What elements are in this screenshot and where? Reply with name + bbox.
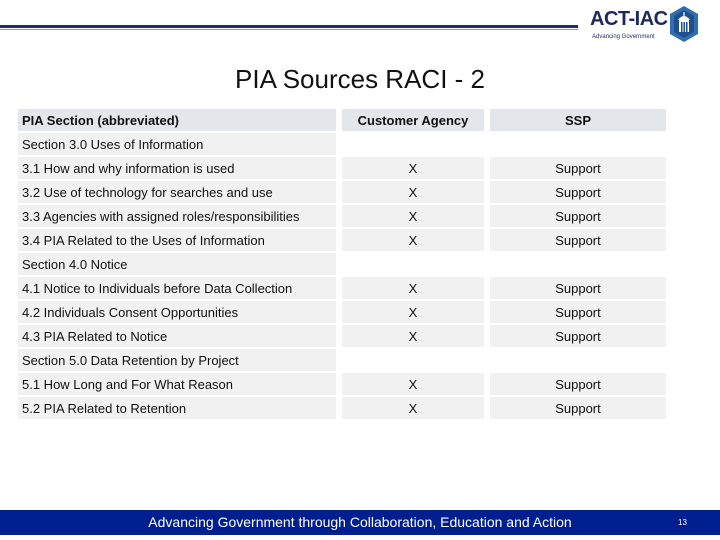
section-cell: 3.4 PIA Related to the Uses of Information (18, 229, 336, 251)
table-row (18, 181, 666, 203)
table-row (18, 205, 666, 227)
customer-agency-cell: X (336, 181, 484, 203)
header-rule (0, 25, 578, 28)
customer-agency-cell: X (336, 277, 484, 299)
customer-agency-cell (336, 349, 484, 371)
section-cell: 4.2 Individuals Consent Opportunities (18, 301, 336, 323)
customer-agency-cell: X (336, 373, 484, 395)
customer-agency-cell (336, 253, 484, 275)
header-rule-thin (0, 29, 578, 30)
ssp-cell: Support (484, 373, 666, 395)
customer-agency-cell: X (336, 397, 484, 419)
table-row (18, 325, 666, 347)
table-row (18, 157, 666, 179)
section-cell: 4.1 Notice to Individuals before Data Collection (18, 277, 336, 299)
customer-agency-cell: X (336, 301, 484, 323)
ssp-cell (484, 349, 666, 371)
column-header-section: PIA Section (abbreviated) (18, 109, 336, 131)
section-cell: 3.3 Agencies with assigned roles/responsibilities (18, 205, 336, 227)
ssp-cell: Support (484, 301, 666, 323)
table-row (18, 277, 666, 299)
section-cell: 5.1 How Long and For What Reason (18, 373, 336, 395)
raci-table (18, 107, 666, 421)
ssp-cell: Support (484, 181, 666, 203)
ssp-cell: Support (484, 397, 666, 419)
logo-wordmark: ACT-IAC (590, 8, 668, 30)
ssp-cell: Support (484, 229, 666, 251)
section-cell: Section 4.0 Notice (18, 253, 336, 275)
table-row (18, 397, 666, 419)
page-number: 13 (678, 518, 687, 527)
section-cell: 3.2 Use of technology for searches and use (18, 181, 336, 203)
table-body (18, 133, 666, 419)
section-cell: 3.1 How and why information is used (18, 157, 336, 179)
section-row (18, 253, 666, 275)
page-title: PIA Sources RACI - 2 (235, 64, 485, 94)
ssp-cell (484, 253, 666, 275)
table-row (18, 373, 666, 395)
ssp-cell: Support (484, 277, 666, 299)
column-header-customer-agency: Customer Agency (336, 109, 484, 131)
section-cell: 4.3 PIA Related to Notice (18, 325, 336, 347)
section-cell: Section 3.0 Uses of Information (18, 133, 336, 155)
customer-agency-cell (336, 133, 484, 155)
column-header-ssp: SSP (484, 109, 666, 131)
footer-bar (0, 510, 720, 535)
ssp-cell: Support (484, 205, 666, 227)
logo-tagline: Advancing Government (592, 34, 655, 40)
customer-agency-cell: X (336, 205, 484, 227)
customer-agency-cell: X (336, 229, 484, 251)
customer-agency-cell: X (336, 157, 484, 179)
section-cell: Section 5.0 Data Retention by Project (18, 349, 336, 371)
table-header-row (18, 109, 666, 131)
act-iac-logo (588, 4, 700, 44)
ssp-cell: Support (484, 157, 666, 179)
section-cell: 5.2 PIA Related to Retention (18, 397, 336, 419)
table-row (18, 301, 666, 323)
section-row (18, 133, 666, 155)
ssp-cell: Support (484, 325, 666, 347)
capitol-dome-icon (668, 4, 700, 44)
section-row (18, 349, 666, 371)
footer-tagline: Advancing Government through Collaboration, Education and Action (148, 514, 572, 530)
table-row (18, 229, 666, 251)
customer-agency-cell: X (336, 325, 484, 347)
ssp-cell (484, 133, 666, 155)
